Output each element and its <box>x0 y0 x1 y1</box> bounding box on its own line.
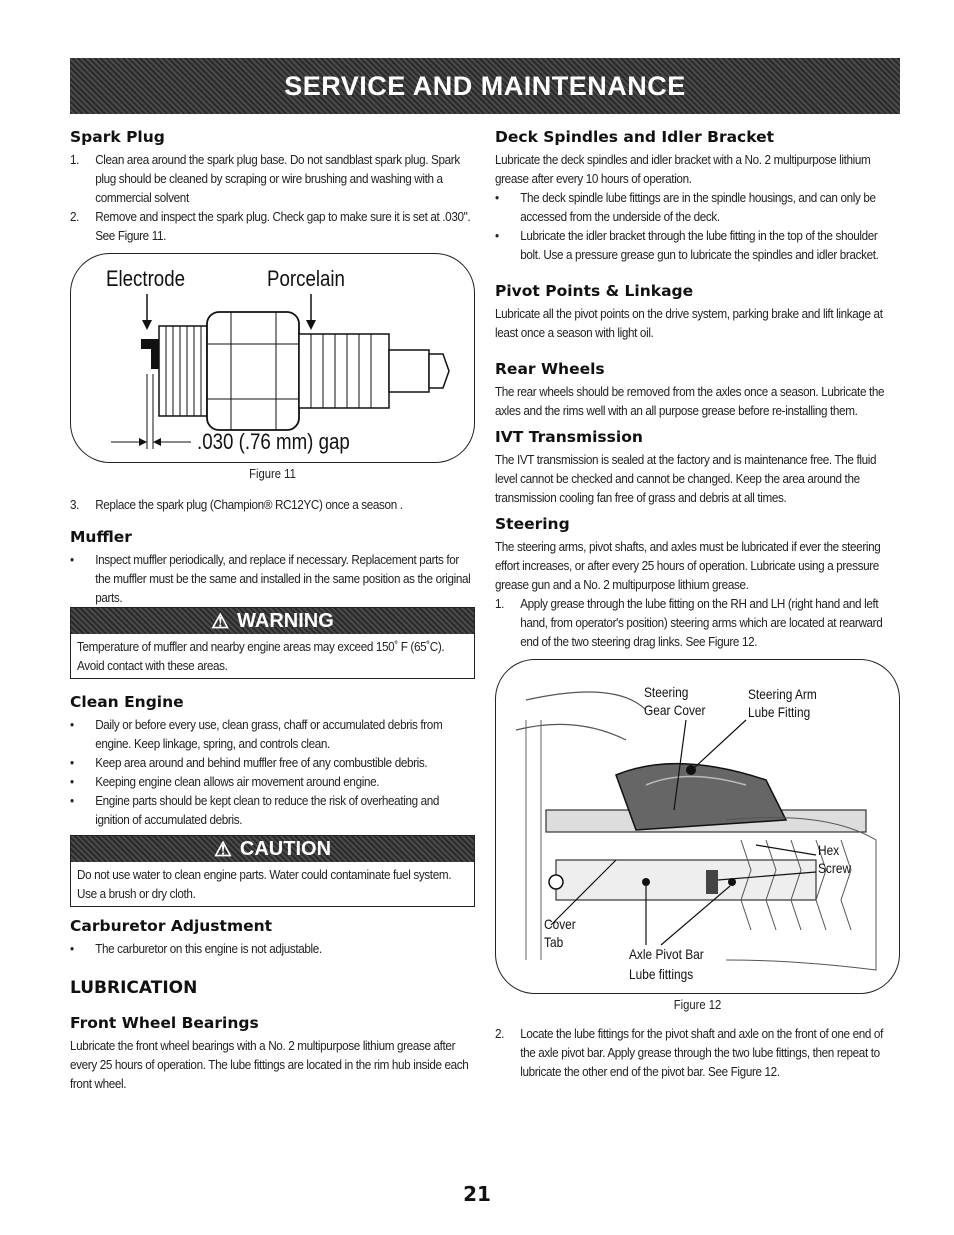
bullet: • <box>70 941 74 956</box>
list-item <box>495 188 900 226</box>
list-text: Locate the lube fittings for the pivot shaft and axle on the front of one end of the axle pivot bar. Apply grease through the two lube fittings, then repeat to lubricate the other end of the pivot bar. See Figure 12. <box>520 1026 883 1079</box>
steering-step-1 <box>495 594 900 651</box>
page-number: 21 <box>463 1182 491 1206</box>
bullet: • <box>495 190 499 205</box>
muffler-list <box>70 550 475 607</box>
spark-plug-step-3 <box>70 495 475 514</box>
list-text: Daily or before every use, clean grass, chaff or accumulated debris from engine. Keep linkage, spring, and controls clean. <box>95 717 443 751</box>
muffler-heading: Muffler <box>70 528 132 546</box>
bullet: • <box>70 552 74 567</box>
list-item <box>70 772 475 791</box>
list-item <box>70 791 475 829</box>
list-text: Keeping engine clean allows air movement around engine. <box>95 774 380 789</box>
warning-triangle-icon: ⚠ <box>211 610 230 633</box>
list-text: Remove and inspect the spark plug. Check gap to make sure it is set at .030". See Figure 11. <box>95 209 471 243</box>
tab-label: Tab <box>544 934 564 950</box>
list-number: 1. <box>70 152 80 167</box>
section-banner <box>70 58 900 114</box>
bullet: • <box>70 793 74 808</box>
bullet: • <box>70 755 74 770</box>
figure-12-caption: Figure 12 <box>673 998 722 1012</box>
screw-label: Screw <box>818 860 852 876</box>
gear-cover-label: Gear Cover <box>644 702 706 718</box>
deck-heading: Deck Spindles and Idler Bracket <box>495 128 775 146</box>
electrode-label: Electrode <box>106 266 186 291</box>
warning-box <box>70 607 475 679</box>
caution-text: Do not use water to clean engine parts. Water could contaminate fuel system. Use a brush or dry cloth. <box>77 867 452 901</box>
caution-header <box>71 836 474 862</box>
lube-fitting-label: Lube Fitting <box>748 704 811 720</box>
rear-wheels-text: The rear wheels should be removed from the axles once a season. Lubricate the axles and the rims well with an all purpose grease before re-installing them. <box>495 384 885 418</box>
list-text: Inspect muffler periodically, and replace if necessary. Replacement parts for the muffler must be the same and installed in the same position as the original parts. <box>95 552 471 605</box>
steering-arm-label: Steering Arm <box>748 686 817 702</box>
spark-plug-steps <box>70 150 475 245</box>
figure-11-caption: Figure 11 <box>249 467 296 481</box>
clean-engine-heading: Clean Engine <box>70 693 184 711</box>
ivt-heading: IVT Transmission <box>495 428 643 446</box>
list-number: 1. <box>495 596 505 611</box>
carburetor-heading: Carburetor Adjustment <box>70 917 273 935</box>
gap-label: .030 (.76 mm) gap <box>197 429 350 454</box>
carburetor-list <box>70 939 475 958</box>
list-item <box>70 939 475 958</box>
ivt-text: The IVT transmission is sealed at the factory and is maintenance free. The fluid level cannot be checked and cannot be changed. Keep the area around the transmission cooling fan free of grass and debris at all times. <box>495 452 877 505</box>
list-item <box>70 753 475 772</box>
left-column <box>70 120 475 1093</box>
list-text: The carburetor on this engine is not adjustable. <box>95 941 322 956</box>
steering-text: The steering arms, pivot shafts, and axles must be lubricated if ever the steering effort increases, or after every 25 hours of operation. Lubricate using a pressure grease gun and a No. 2 multipurpose lithium grease. <box>495 539 881 592</box>
list-item <box>495 226 900 264</box>
warning-header <box>71 608 474 634</box>
banner-title: SERVICE AND MAINTENANCE <box>284 70 686 101</box>
list-item <box>70 550 475 607</box>
steering-step-2 <box>495 1024 900 1081</box>
bullet: • <box>70 717 74 732</box>
hex-label: Hex <box>818 842 840 858</box>
bullet: • <box>495 228 499 243</box>
list-item <box>495 1024 900 1081</box>
list-text: Keep area around and behind muffler free of any combustible debris. <box>95 755 428 770</box>
spark-plug-heading: Spark Plug <box>70 128 165 146</box>
steering-heading: Steering <box>495 515 570 533</box>
list-text: The deck spindle lube fittings are in the spindle housings, and can only be accessed from the underside of the deck. <box>520 190 876 224</box>
list-item <box>495 594 900 651</box>
lube-fittings-label: Lube fittings <box>629 966 694 982</box>
list-number: 3. <box>70 497 80 512</box>
clean-engine-list <box>70 715 475 829</box>
list-number: 2. <box>70 209 80 224</box>
spark-plug-figure <box>70 253 475 463</box>
list-number: 2. <box>495 1026 505 1041</box>
warning-text: Temperature of muffler and nearby engine areas may exceed 150˚ F (65˚C). Avoid contact with these areas. <box>77 639 445 673</box>
warning-title: WARNING <box>237 609 334 632</box>
deck-list <box>495 188 900 264</box>
list-item <box>70 715 475 753</box>
right-column <box>495 120 900 1081</box>
pivot-heading: Pivot Points & Linkage <box>495 282 694 300</box>
caution-triangle-icon: ⚠ <box>213 838 232 861</box>
steering-figure <box>495 659 900 994</box>
pivot-text: Lubricate all the pivot points on the drive system, parking brake and lift linkage at least once a season with light oil. <box>495 306 883 340</box>
axle-pivot-bar-label: Axle Pivot Bar <box>629 946 704 962</box>
list-text: Clean area around the spark plug base. Do not sandblast spark plug. Spark plug should be cleaned by scraping or wire brushing and washing with a commercial solvent <box>95 152 460 205</box>
porcelain-label: Porcelain <box>267 266 345 291</box>
list-item <box>70 207 475 245</box>
bullet: • <box>70 774 74 789</box>
caution-box <box>70 835 475 907</box>
lubrication-heading: LUBRICATION <box>70 978 198 998</box>
list-text: Lubricate the idler bracket through the lube fitting in the top of the shoulder bolt. Use a pressure grease gun to lubricate the spindles and idler bracket. <box>520 228 879 262</box>
front-wheel-heading: Front Wheel Bearings <box>70 1014 259 1032</box>
list-item <box>70 495 475 514</box>
deck-text: Lubricate the deck spindles and idler bracket with a No. 2 multipurpose lithium grease after every 10 hours of operation. <box>495 152 871 186</box>
list-text: Replace the spark plug (Champion® RC12YC) once a season . <box>95 497 403 512</box>
list-item <box>70 150 475 207</box>
rear-wheels-heading: Rear Wheels <box>495 360 605 378</box>
steering-label: Steering <box>644 684 689 700</box>
list-text: Apply grease through the lube fitting on the RH and LH (right hand and left hand, from operator's position) steering arms which are located at rearward end of the two steering drag links. See Figure 12. <box>520 596 883 649</box>
list-text: Engine parts should be kept clean to reduce the risk of overheating and ignition of accumulated debris. <box>95 793 440 827</box>
caution-title: CAUTION <box>239 837 332 860</box>
front-wheel-text: Lubricate the front wheel bearings with a No. 2 multipurpose lithium grease after every 25 hours of operation. The lube fittings are located in the rim hub inside each front wheel. <box>70 1038 469 1091</box>
cover-label: Cover <box>544 916 576 932</box>
